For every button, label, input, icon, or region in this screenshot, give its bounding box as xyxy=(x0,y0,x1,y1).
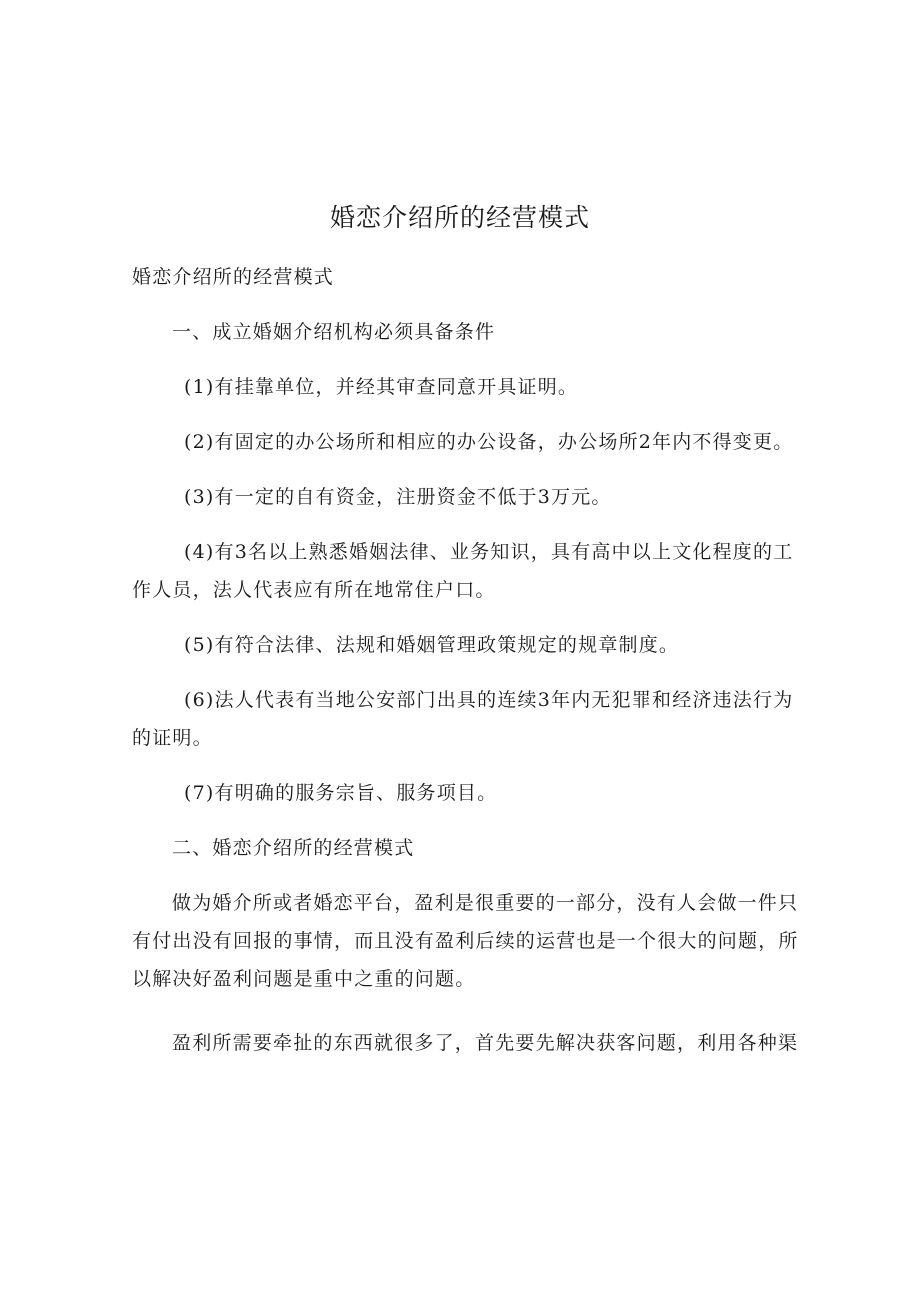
body-paragraph-2: 盈利所需要牵扯的东西就很多了，首先要先解决获客问题，利用各种渠 xyxy=(172,1032,799,1054)
condition-item-5: (5)有符合法律、法规和婚姻管理政策规定的规章制度。 xyxy=(184,634,680,656)
condition-item-3: (3)有一定的自有资金，注册资金不低于3万元。 xyxy=(184,486,612,508)
condition-item-7: (7)有明确的服务宗旨、服务项目。 xyxy=(184,782,498,804)
subtitle-paragraph: 婚恋介绍所的经营模式 xyxy=(132,266,335,288)
condition-item-2: (2)有固定的办公场所和相应的办公设备，办公场所2年内不得变更。 xyxy=(184,431,794,453)
condition-item-4: (4)有3名以上熟悉婚姻法律、业务知识，具有高中以上文化程度的工作人员，法人代表应有所在地常住户口。 xyxy=(132,541,794,601)
section-heading-1: 一、成立婚姻介绍机构必须具备条件 xyxy=(172,321,496,343)
body-paragraph-1: 做为婚介所或者婚恋平台，盈利是很重要的一部分，没有人会做一件只有付出没有回报的事情，而且没有盈利后续的运营也是一个很大的问题，所以解决好盈利问题是重中之重的问题。 xyxy=(132,892,799,990)
condition-item-6: (6)法人代表有当地公安部门出具的连续3年内无犯罪和经济违法行为的证明。 xyxy=(132,689,794,749)
section-heading-2: 二、婚恋介绍所的经营模式 xyxy=(172,837,415,859)
condition-item-1: (1)有挂靠单位，并经其审查同意开具证明。 xyxy=(184,376,579,398)
document-title: 婚恋介绍所的经营模式 xyxy=(329,203,590,232)
